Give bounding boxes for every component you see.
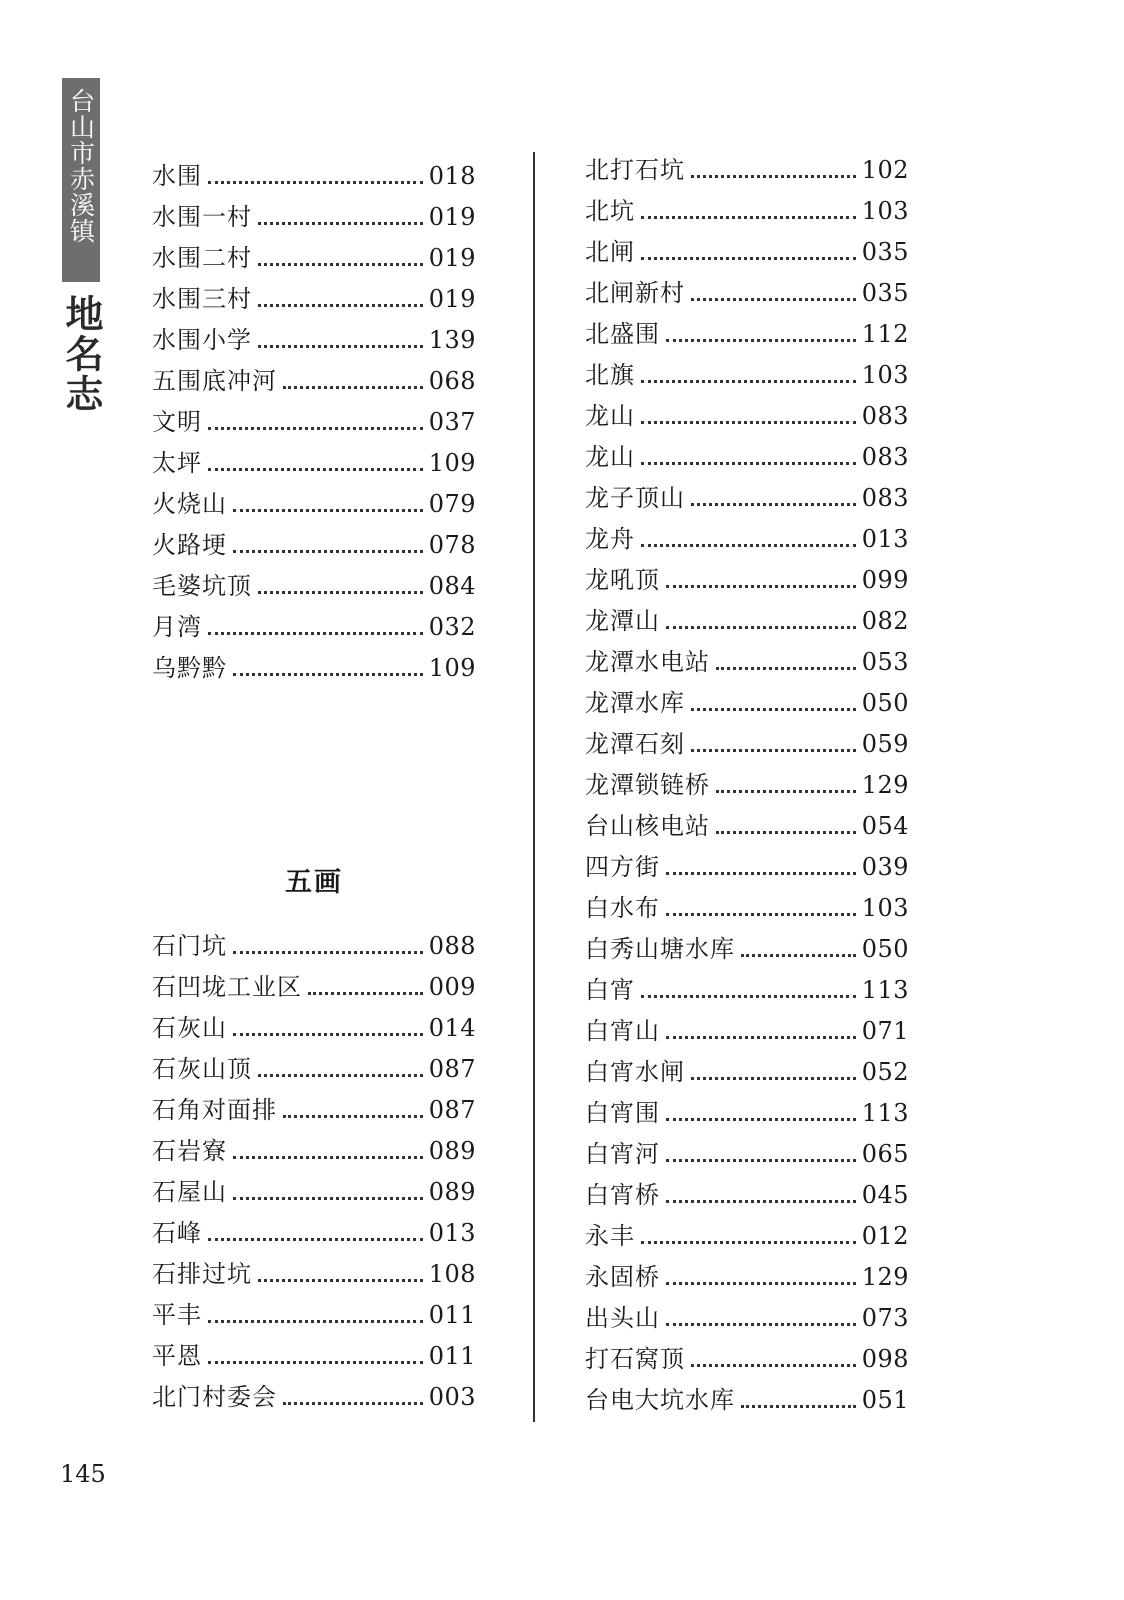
entry-name: 四方街 bbox=[585, 853, 660, 881]
index-entry bbox=[152, 926, 476, 967]
index-entry bbox=[152, 967, 476, 1008]
entry-name: 石角对面排 bbox=[152, 1096, 277, 1124]
entry-page-number: 050 bbox=[861, 935, 909, 963]
index-entry bbox=[152, 320, 476, 361]
entry-name: 水围一村 bbox=[152, 203, 252, 231]
dot-leader bbox=[258, 590, 423, 594]
index-entry bbox=[585, 1216, 909, 1257]
dot-leader bbox=[208, 426, 423, 430]
index-entry bbox=[585, 396, 909, 437]
entry-name: 水围二村 bbox=[152, 244, 252, 272]
entry-name: 龙潭水库 bbox=[585, 689, 685, 717]
entry-page-number: 089 bbox=[428, 1178, 476, 1206]
index-entry bbox=[585, 150, 909, 191]
entry-page-number: 053 bbox=[861, 648, 909, 676]
entry-page-number: 054 bbox=[861, 812, 909, 840]
index-entry bbox=[152, 197, 476, 238]
dot-leader bbox=[641, 543, 856, 547]
entry-page-number: 071 bbox=[861, 1017, 909, 1045]
index-entry bbox=[585, 765, 909, 806]
entry-page-number: 014 bbox=[428, 1014, 476, 1042]
column-divider bbox=[533, 152, 535, 1422]
index-entry bbox=[585, 273, 909, 314]
index-entry bbox=[585, 437, 909, 478]
entry-name: 石峰 bbox=[152, 1219, 202, 1247]
entry-name: 毛婆坑顶 bbox=[152, 572, 252, 600]
index-entry bbox=[152, 1049, 476, 1090]
dot-leader bbox=[258, 1278, 423, 1282]
entry-page-number: 087 bbox=[428, 1096, 476, 1124]
entry-page-number: 112 bbox=[861, 320, 909, 348]
dot-leader bbox=[741, 953, 856, 957]
entry-page-number: 035 bbox=[861, 279, 909, 307]
entry-name: 永丰 bbox=[585, 1222, 635, 1250]
entry-page-number: 109 bbox=[428, 654, 476, 682]
index-entry bbox=[585, 355, 909, 396]
index-entry bbox=[152, 1008, 476, 1049]
index-entry bbox=[152, 1377, 476, 1418]
dot-leader bbox=[691, 707, 856, 711]
entry-name: 北门村委会 bbox=[152, 1383, 277, 1411]
dot-leader bbox=[666, 871, 856, 875]
entry-name: 水围小学 bbox=[152, 326, 252, 354]
index-entry bbox=[585, 232, 909, 273]
dot-leader bbox=[716, 666, 856, 670]
entry-name: 石灰山顶 bbox=[152, 1055, 252, 1083]
entry-name: 月湾 bbox=[152, 613, 202, 641]
dot-leader bbox=[716, 789, 856, 793]
entry-name: 石门坑 bbox=[152, 932, 227, 960]
index-entry bbox=[585, 519, 909, 560]
dot-leader bbox=[258, 344, 423, 348]
entry-page-number: 103 bbox=[861, 361, 909, 389]
dot-leader bbox=[258, 303, 423, 307]
entry-page-number: 083 bbox=[861, 443, 909, 471]
entry-page-number: 009 bbox=[428, 973, 476, 1001]
index-entry bbox=[152, 238, 476, 279]
index-entry bbox=[152, 1254, 476, 1295]
entry-page-number: 011 bbox=[428, 1342, 476, 1370]
dot-leader bbox=[666, 1035, 856, 1039]
index-entry bbox=[152, 484, 476, 525]
dot-leader bbox=[691, 502, 856, 506]
entry-page-number: 089 bbox=[428, 1137, 476, 1165]
index-entry bbox=[152, 648, 476, 689]
dot-leader bbox=[283, 1401, 423, 1405]
entry-name: 水围 bbox=[152, 162, 202, 190]
entry-page-number: 065 bbox=[861, 1140, 909, 1168]
entry-name: 白水布 bbox=[585, 894, 660, 922]
entry-name: 龙潭水电站 bbox=[585, 648, 710, 676]
entry-name: 北盛围 bbox=[585, 320, 660, 348]
entry-name: 白宵水闸 bbox=[585, 1058, 685, 1086]
entry-page-number: 139 bbox=[428, 326, 476, 354]
dot-leader bbox=[208, 1319, 423, 1323]
index-entry bbox=[152, 443, 476, 484]
dot-leader bbox=[258, 221, 423, 225]
entry-name: 北坑 bbox=[585, 197, 635, 225]
entry-page-number: 129 bbox=[861, 1263, 909, 1291]
entry-name: 平丰 bbox=[152, 1301, 202, 1329]
index-entry bbox=[585, 1093, 909, 1134]
entry-name: 石灰山 bbox=[152, 1014, 227, 1042]
index-entry bbox=[152, 607, 476, 648]
entry-name: 白宵河 bbox=[585, 1140, 660, 1168]
index-entry bbox=[585, 970, 909, 1011]
entry-page-number: 037 bbox=[428, 408, 476, 436]
entry-page-number: 099 bbox=[861, 566, 909, 594]
dot-leader bbox=[233, 1032, 423, 1036]
entry-page-number: 103 bbox=[861, 894, 909, 922]
entry-name: 白宵 bbox=[585, 976, 635, 1004]
dot-leader bbox=[233, 950, 423, 954]
entry-page-number: 113 bbox=[861, 1099, 909, 1127]
dot-leader bbox=[666, 1158, 856, 1162]
dot-leader bbox=[208, 467, 423, 471]
entry-page-number: 068 bbox=[428, 367, 476, 395]
entry-name: 龙潭山 bbox=[585, 607, 660, 635]
dot-leader bbox=[641, 461, 856, 465]
dot-leader bbox=[233, 1155, 423, 1159]
index-entry bbox=[585, 724, 909, 765]
dot-leader bbox=[208, 1360, 423, 1364]
dot-leader bbox=[641, 420, 856, 424]
index-entry bbox=[152, 156, 476, 197]
entry-name: 出头山 bbox=[585, 1304, 660, 1332]
dot-leader bbox=[308, 991, 423, 995]
entry-page-number: 129 bbox=[861, 771, 909, 799]
sidebar-book-title-block bbox=[60, 294, 102, 414]
entry-name: 火路埂 bbox=[152, 531, 227, 559]
dot-leader bbox=[283, 385, 423, 389]
dot-leader bbox=[691, 748, 856, 752]
index-entry bbox=[152, 1172, 476, 1213]
dot-leader bbox=[208, 1237, 423, 1241]
dot-leader bbox=[666, 1281, 856, 1285]
entry-page-number: 083 bbox=[861, 402, 909, 430]
dot-leader bbox=[691, 174, 856, 178]
index-entry bbox=[152, 525, 476, 566]
entry-page-number: 019 bbox=[428, 285, 476, 313]
index-entry bbox=[152, 1090, 476, 1131]
entry-name: 台电大坑水库 bbox=[585, 1386, 735, 1414]
page-number: 145 bbox=[60, 1460, 106, 1488]
dot-leader bbox=[666, 1199, 856, 1203]
dot-leader bbox=[233, 549, 423, 553]
dot-leader bbox=[641, 256, 856, 260]
sidebar-book-name-tab bbox=[62, 78, 100, 282]
entry-page-number: 003 bbox=[428, 1383, 476, 1411]
dot-leader bbox=[258, 262, 423, 266]
entry-page-number: 113 bbox=[861, 976, 909, 1004]
entry-name: 龙山 bbox=[585, 443, 635, 471]
dot-leader bbox=[666, 584, 856, 588]
dot-leader bbox=[208, 631, 423, 635]
index-entry bbox=[585, 478, 909, 519]
entry-name: 北旗 bbox=[585, 361, 635, 389]
index-entry bbox=[152, 1336, 476, 1377]
entry-name: 石屋山 bbox=[152, 1178, 227, 1206]
index-entry bbox=[152, 1131, 476, 1172]
entry-page-number: 019 bbox=[428, 244, 476, 272]
index-entry bbox=[585, 642, 909, 683]
entry-name: 北打石坑 bbox=[585, 156, 685, 184]
index-entry bbox=[585, 1339, 909, 1380]
entry-page-number: 032 bbox=[428, 613, 476, 641]
index-entry bbox=[585, 1380, 909, 1421]
entry-name: 北闸 bbox=[585, 238, 635, 266]
entry-page-number: 035 bbox=[861, 238, 909, 266]
entry-page-number: 078 bbox=[428, 531, 476, 559]
entry-name: 龙吼顶 bbox=[585, 566, 660, 594]
entry-page-number: 073 bbox=[861, 1304, 909, 1332]
dot-leader bbox=[258, 1073, 423, 1077]
entry-page-number: 108 bbox=[428, 1260, 476, 1288]
dot-leader bbox=[233, 1196, 423, 1200]
entry-page-number: 052 bbox=[861, 1058, 909, 1086]
index-entry bbox=[585, 1298, 909, 1339]
entry-name: 乌黔黔 bbox=[152, 654, 227, 682]
index-entry bbox=[585, 601, 909, 642]
index-entry bbox=[585, 1134, 909, 1175]
index-entry bbox=[152, 402, 476, 443]
index-entry bbox=[585, 847, 909, 888]
dot-leader bbox=[233, 508, 423, 512]
section-heading: 五画 bbox=[285, 867, 343, 898]
index-entry bbox=[152, 361, 476, 402]
entry-name: 石排过坑 bbox=[152, 1260, 252, 1288]
dot-leader bbox=[666, 625, 856, 629]
entry-page-number: 098 bbox=[861, 1345, 909, 1373]
entry-page-number: 013 bbox=[428, 1219, 476, 1247]
entry-name: 白宵围 bbox=[585, 1099, 660, 1127]
entry-name: 太坪 bbox=[152, 449, 202, 477]
index-entry bbox=[585, 806, 909, 847]
entry-page-number: 051 bbox=[861, 1386, 909, 1414]
entry-page-number: 082 bbox=[861, 607, 909, 635]
entry-page-number: 084 bbox=[428, 572, 476, 600]
entry-page-number: 039 bbox=[861, 853, 909, 881]
dot-leader bbox=[641, 994, 856, 998]
index-entry bbox=[152, 566, 476, 607]
index-left-column-top bbox=[152, 156, 476, 689]
index-entry bbox=[152, 1295, 476, 1336]
entry-name: 文明 bbox=[152, 408, 202, 436]
index-entry bbox=[585, 1011, 909, 1052]
dot-leader bbox=[666, 1117, 856, 1121]
dot-leader bbox=[641, 379, 856, 383]
dot-leader bbox=[208, 180, 423, 184]
entry-name: 北闸新村 bbox=[585, 279, 685, 307]
entry-name: 白宵桥 bbox=[585, 1181, 660, 1209]
index-entry bbox=[585, 929, 909, 970]
dot-leader bbox=[741, 1404, 856, 1408]
entry-name: 白秀山塘水库 bbox=[585, 935, 735, 963]
index-entry bbox=[585, 888, 909, 929]
entry-name: 平恩 bbox=[152, 1342, 202, 1370]
entry-page-number: 045 bbox=[861, 1181, 909, 1209]
dot-leader bbox=[283, 1114, 423, 1118]
index-entry bbox=[152, 279, 476, 320]
dot-leader bbox=[716, 830, 856, 834]
index-entry bbox=[152, 1213, 476, 1254]
entry-name: 龙山 bbox=[585, 402, 635, 430]
entry-page-number: 109 bbox=[428, 449, 476, 477]
index-entry bbox=[585, 1052, 909, 1093]
index-entry bbox=[585, 1175, 909, 1216]
index-entry bbox=[585, 683, 909, 724]
dot-leader bbox=[641, 215, 856, 219]
entry-page-number: 103 bbox=[861, 197, 909, 225]
entry-page-number: 079 bbox=[428, 490, 476, 518]
entry-page-number: 019 bbox=[428, 203, 476, 231]
entry-name: 龙潭石刻 bbox=[585, 730, 685, 758]
dot-leader bbox=[691, 1363, 856, 1367]
entry-page-number: 013 bbox=[861, 525, 909, 553]
sidebar-book-title: 地名志 bbox=[59, 294, 103, 414]
index-entry bbox=[585, 1257, 909, 1298]
entry-page-number: 012 bbox=[861, 1222, 909, 1250]
entry-name: 石岩寮 bbox=[152, 1137, 227, 1165]
entry-page-number: 059 bbox=[861, 730, 909, 758]
entry-name: 龙舟 bbox=[585, 525, 635, 553]
entry-name: 石凹垅工业区 bbox=[152, 973, 302, 1001]
entry-name: 龙潭锁链桥 bbox=[585, 771, 710, 799]
dot-leader bbox=[666, 338, 856, 342]
dot-leader bbox=[666, 1322, 856, 1326]
entry-name: 台山核电站 bbox=[585, 812, 710, 840]
sidebar-book-name: 台山市赤溪镇 bbox=[66, 88, 96, 244]
index-left-column-bottom bbox=[152, 926, 476, 1418]
dot-leader bbox=[233, 672, 423, 676]
dot-leader bbox=[691, 297, 856, 301]
entry-page-number: 087 bbox=[428, 1055, 476, 1083]
entry-name: 水围三村 bbox=[152, 285, 252, 313]
entry-name: 火烧山 bbox=[152, 490, 227, 518]
index-entry bbox=[585, 191, 909, 232]
entry-page-number: 050 bbox=[861, 689, 909, 717]
dot-leader bbox=[666, 912, 856, 916]
entry-name: 五围底冲河 bbox=[152, 367, 277, 395]
entry-name: 龙子顶山 bbox=[585, 484, 685, 512]
entry-name: 永固桥 bbox=[585, 1263, 660, 1291]
index-entry bbox=[585, 560, 909, 601]
index-right-column bbox=[585, 150, 909, 1421]
dot-leader bbox=[641, 1240, 856, 1244]
entry-name: 白宵山 bbox=[585, 1017, 660, 1045]
entry-page-number: 083 bbox=[861, 484, 909, 512]
entry-page-number: 102 bbox=[861, 156, 909, 184]
entry-page-number: 088 bbox=[428, 932, 476, 960]
index-entry bbox=[585, 314, 909, 355]
entry-page-number: 011 bbox=[428, 1301, 476, 1329]
entry-page-number: 018 bbox=[428, 162, 476, 190]
dot-leader bbox=[691, 1076, 856, 1080]
entry-name: 打石窝顶 bbox=[585, 1345, 685, 1373]
